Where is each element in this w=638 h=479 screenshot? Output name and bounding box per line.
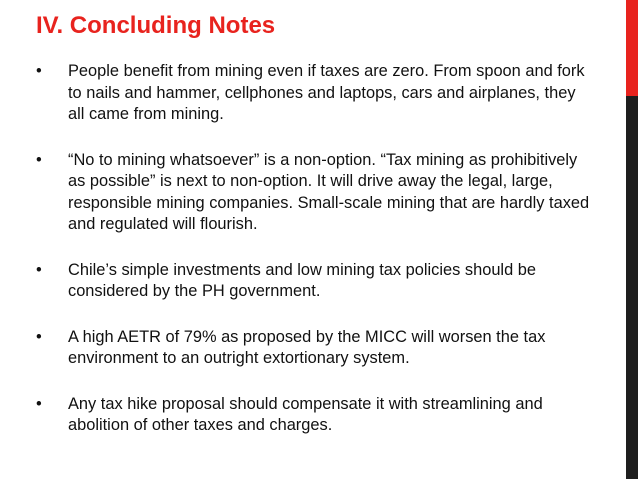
bullet-item xyxy=(36,61,596,126)
bullet-marker: • xyxy=(36,394,42,413)
bullet-text: Any tax hike proposal should compensate it with streamlining and abolition of other taxes and charges. xyxy=(68,394,543,434)
bullet-list xyxy=(36,61,596,437)
bullet-marker: • xyxy=(36,260,42,279)
bullet-marker: • xyxy=(36,327,42,346)
slide-title: IV. Concluding Notes xyxy=(36,12,276,39)
bullet-item xyxy=(36,394,596,437)
bullet-text: People benefit from mining even if taxes are zero. From spoon and fork to nails and hammer, cellphones and laptops, cars and airplanes, they all came from mining. xyxy=(68,62,585,123)
bullet-item xyxy=(36,260,596,303)
bullet-item xyxy=(36,150,596,236)
bullet-item xyxy=(36,327,596,370)
bullet-text: A high AETR of 79% as proposed by the MICC will worsen the tax environment to an outright extortionary system. xyxy=(68,327,546,367)
bullet-text: “No to mining whatsoever” is a non-option. “Tax mining as prohibitively as possible” is next to non-option. It will drive away the legal, large, responsible mining companies. Small-scale mining that are hardly taxed and regulated will flourish. xyxy=(68,150,590,233)
bullet-marker: • xyxy=(36,150,42,169)
bullet-text: Chile’s simple investments and low mining tax policies should be considered by the PH government. xyxy=(68,260,536,300)
accent-bar-dark xyxy=(626,96,638,479)
bullet-marker: • xyxy=(36,62,42,80)
accent-bar-red xyxy=(626,0,638,96)
